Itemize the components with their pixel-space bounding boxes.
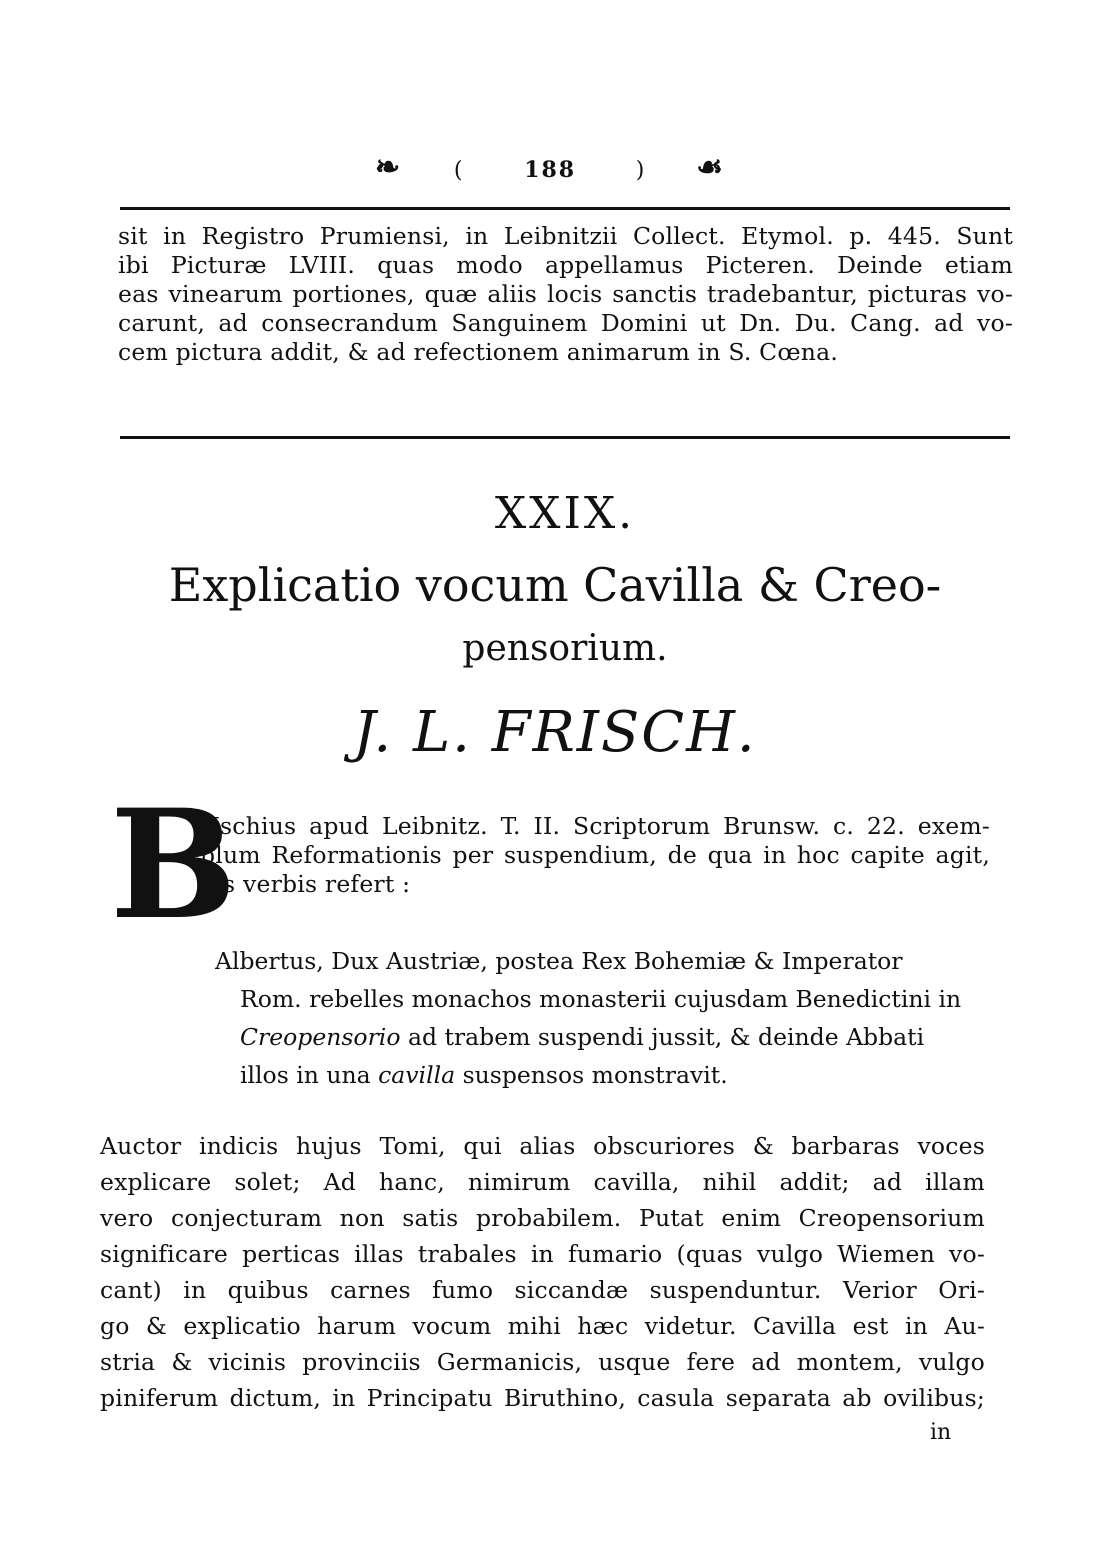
page-number-group [454, 157, 656, 183]
text-line: sit in Registro Prumiensi, in Leibnitzii Collect. Etymol. p. 445. Sunt [118, 222, 1013, 250]
text-line: carunt, ad consecrandum Sanguinem Domini ut Dn. Du. Cang. ad vo- [118, 309, 1013, 337]
chapter-author: J. L. FRISCH. [353, 700, 757, 765]
body-paragraph [100, 1128, 985, 1416]
chapter-title-line1: Explicatio vocum Cavilla & Creo- [168, 558, 942, 612]
ornament-right-icon: ☙ [696, 150, 725, 185]
text-line: vero conjecturam non satis probabilem. Putat enim Creopensorium [100, 1204, 985, 1232]
text-line: cant) in quibus carnes fumo siccandæ suspenduntur. Verior Ori- [100, 1276, 985, 1304]
running-header [0, 150, 1100, 194]
text-line: eas vinearum portiones, quæ aliis locis sanctis tradebantur, picturas vo- [118, 280, 1013, 308]
close-paren: ) [635, 158, 647, 183]
chapter-number: XXIX. [494, 488, 636, 539]
term-cavilla: cavilla [378, 1061, 456, 1089]
text-line: stria & vicinis provinciis Germanicis, usque fere ad montem, vulgo [100, 1348, 985, 1376]
quote-line-text: suspensos monstravit. [455, 1061, 728, 1089]
quote-line-text: illos in una [240, 1061, 379, 1089]
quote-line [215, 1056, 990, 1094]
ornament-left-icon: ❧ [375, 150, 403, 185]
chapter-title-line2: pensorium. [462, 628, 668, 669]
text-line: his verbis refert : [200, 870, 411, 898]
open-paren: ( [453, 158, 465, 183]
top-paragraph [118, 222, 1013, 367]
text-line: Uschius apud Leibnitz. T. II. Scriptorum Brunsw. c. 22. exem- [200, 812, 990, 840]
text-line: significare perticas illas trabales in fumario (quas vulgo Wiemen vo- [100, 1240, 985, 1268]
term-creopensorio: Creopensorio [240, 1023, 401, 1051]
section-rule [120, 436, 1010, 439]
quote-line: Albertus, Dux Austriæ, postea Rex Bohemiæ & Imperator [215, 947, 903, 975]
drop-cap: B [110, 777, 237, 953]
text-line: piniferum dictum, in Principatu Biruthino, casula separata ab ovilibus; [100, 1384, 985, 1412]
text-line: cem pictura addit, & ad refectionem animarum in S. Cœna. [118, 338, 838, 366]
page-number: 188 [524, 157, 577, 183]
header-rule [120, 207, 1010, 210]
quotation-block [215, 942, 990, 1094]
text-line: plum Reformationis per suspendium, de qua in hoc capite agit, [200, 841, 990, 869]
quote-line-text: Rom. rebelles monachos monasterii cujusdam Benedictini in [240, 985, 962, 1013]
text-line: ibi Picturæ LVIII. quas modo appellamus Picteren. Deinde etiam [118, 251, 1013, 279]
quote-line-text: ad trabem suspendi jussit, & deinde Abbati [400, 1023, 925, 1051]
quote-line [215, 980, 990, 1018]
intro-paragraph [200, 812, 990, 899]
text-line: Auctor indicis hujus Tomi, qui alias obscuriores & barbaras voces [100, 1132, 985, 1160]
quote-line [215, 1018, 990, 1056]
catchword: in [930, 1420, 952, 1445]
text-line: go & explicatio harum vocum mihi hæc videtur. Cavilla est in Au- [100, 1312, 985, 1340]
text-line: explicare solet; Ad hanc, nimirum cavilla, nihil addit; ad illam [100, 1168, 985, 1196]
